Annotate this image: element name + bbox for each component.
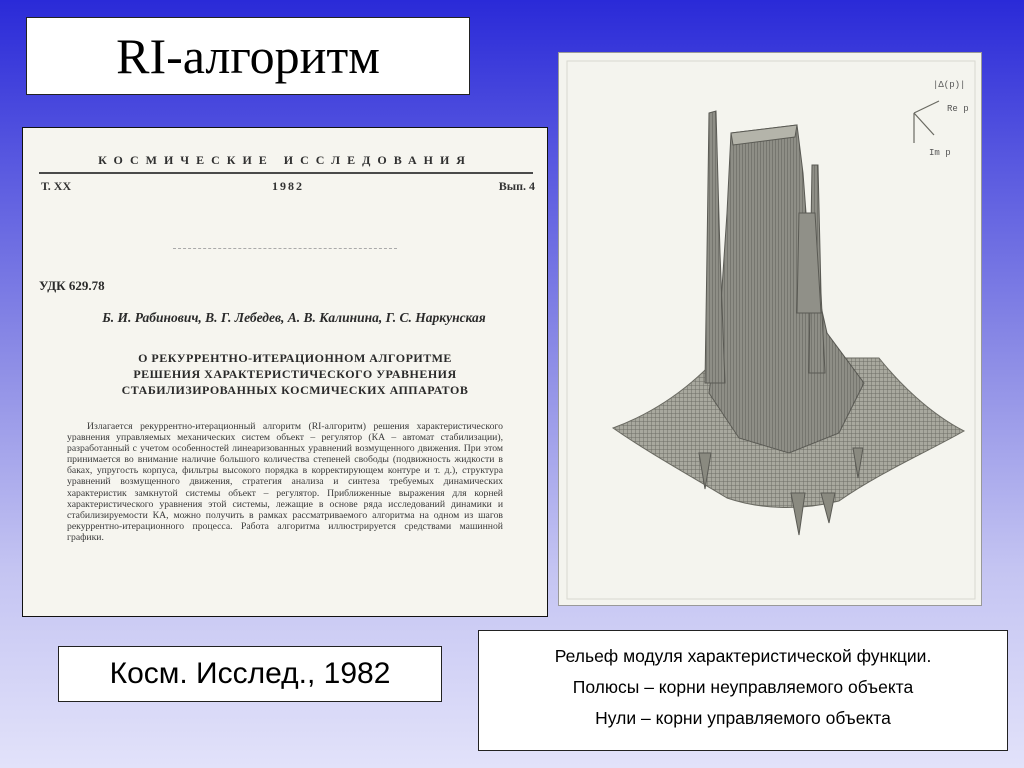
page-divider	[173, 248, 397, 249]
journal-issue: Вып. 4	[498, 179, 535, 193]
citation-box	[58, 646, 442, 702]
surface-spike-left	[705, 111, 725, 383]
article-title: О РЕКУРРЕНТНО-ИТЕРАЦИОННОМ АЛГОРИТМЕ РЕШЕНИЯ ХАРАКТЕРИСТИЧЕСКОГО УРАВНЕНИЯ СТАБИЛИЗИРОВАННЫХ КОСМИЧЕСКИХ АППАРАТОВ	[121, 351, 469, 397]
surface-null-2	[791, 493, 805, 535]
slide-title-box	[26, 17, 470, 95]
citation-text: Косм. Исслед., 1982	[109, 657, 391, 690]
caption-box	[478, 630, 1008, 751]
surface-null-3	[821, 493, 835, 523]
article-abstract: Излагается рекуррентно-итерационный алгоритм (RI-алгоритм) решения характеристического уравнения управляемых механических систем объект – регулятор (КА – автомат стабилизации), разработанный с учетом особенностей линеаризованных уравнений возмущенного движения. При этом принимается во внимание наличие большого количества степеней свободы (подвижность жидкости в баках, упругость корпуса, фильтры высокого порядка в корректирующем контуре и т. д.), структура уравнений возмущенного движения, стратегия анализа и синтеза требуемых динамических характеристик замкнутой системы объект – регулятор. Приближенные выражения для корней характеристического уравнения этой системы, лежащие в основе ряда исследований динамики и стабилизируемости КА, можно получить в рамках рассматриваемого алгоритма на одном из шагов рекуррентно-итерационного процесса. Работа алгоритма иллюстрируется средствами машинной графики.	[67, 421, 503, 543]
article-authors: Б. И. Рабинович, В. Г. Лебедев, А. В. Калинина, Г. С. Наркунская	[102, 310, 486, 325]
axis-label-im: Im p	[929, 148, 951, 158]
caption-line-zeros: Нули – корни управляемого объекта	[595, 708, 891, 728]
udk-code: УДК 629.78	[39, 278, 105, 293]
axes-triad	[914, 101, 939, 143]
caption-line-relief: Рельеф модуля характеристической функции.	[554, 646, 932, 666]
journal-volume: Т. XX	[41, 179, 72, 193]
surface-plot-scan	[558, 52, 982, 606]
axis-label-re: Re p	[947, 104, 969, 114]
axis-label-modulus: |Δ(p)|	[933, 80, 966, 90]
article-scan	[22, 127, 548, 617]
slide-title: RI-алгоритм	[116, 28, 380, 84]
journal-year: 1982	[272, 179, 304, 193]
modulus-relief-figure	[559, 53, 982, 606]
surface-peak	[709, 125, 864, 453]
caption-line-poles: Полюсы – корни неуправляемого объекта	[572, 677, 914, 697]
journal-name: КОСМИЧЕСКИЕ ИССЛЕДОВАНИЯ	[98, 153, 472, 167]
header-rule	[39, 172, 533, 174]
